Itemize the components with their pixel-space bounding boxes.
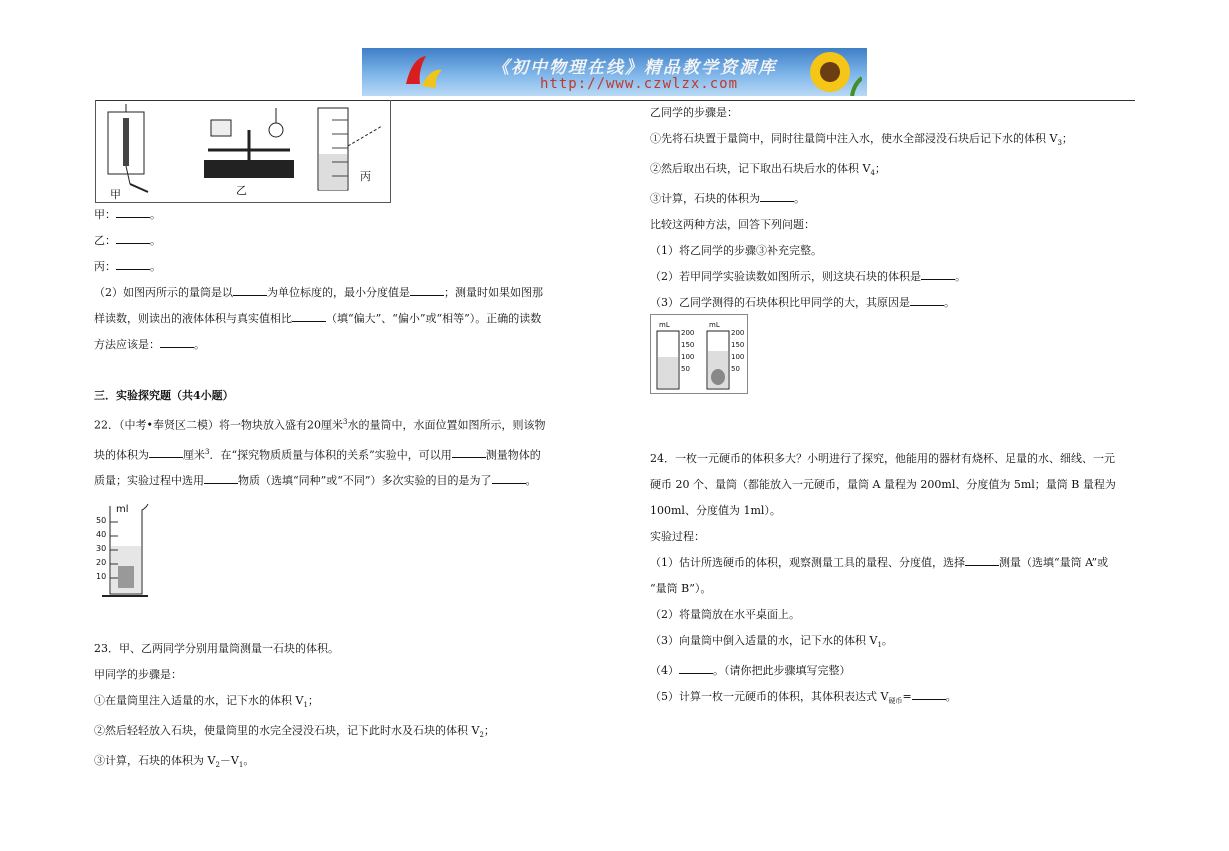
q22-tick: 50: [96, 516, 107, 525]
answer-blank[interactable]: [452, 445, 486, 458]
q23-q1: （1）将乙同学的步骤③补充完整。: [650, 244, 822, 258]
q23-q3: （3）乙同学测得的石块体积比甲同学的大，其原因是 。: [650, 290, 1073, 316]
q24-s3: （3）向量筒中倒入适量的水，记下水的体积 $V_1$。: [650, 634, 893, 650]
answer-blank[interactable]: [410, 283, 444, 296]
q21-2-line3: 方法应该是： 。: [94, 332, 543, 358]
q23-q2: （2）若甲同学实验读数如图所示，则这块石块的体积是 。: [650, 264, 1073, 290]
q24-s1: （1）估计所选硬币的体积，观察测量工具的量程、分度值，选择 测量（选填“量筒 A”或: [650, 550, 1116, 576]
q22-tick: 10: [96, 572, 107, 581]
q21-figure: [95, 100, 391, 203]
answer-blank[interactable]: [910, 293, 944, 306]
answer-blank[interactable]: [760, 189, 794, 202]
header-banner: [362, 48, 867, 96]
q24-s1c: “量筒 B”）。: [650, 582, 712, 595]
q24-process: 实验过程：: [650, 530, 705, 543]
q23-unit-b: mL: [709, 321, 720, 329]
right-column: [650, 100, 1073, 316]
q23-b1: ①先将石块置于量筒中，同时往量筒中注入水，使水全部浸没石块后记下水的体积 $V_3$；: [650, 132, 1073, 148]
fig-label-bing: 丙: [360, 170, 371, 183]
q24-line3: 100ml、分度值为 1ml）。: [650, 504, 781, 517]
q23-tick: 200: [731, 329, 745, 337]
q21-answer-yi: 乙： 。: [94, 228, 543, 254]
site-logo-icon: [392, 48, 452, 96]
q22-tick: 20: [96, 558, 107, 567]
q21-answer-jia: 甲： 。: [94, 202, 543, 228]
q24-s2: （2）将量筒放在水平桌面上。: [650, 608, 800, 621]
q23-compare: 比较这两种方法，回答下列问题：: [650, 218, 815, 232]
q22-line2: 块的体积为 厘米$^3$．在“探究物质质量与体积的关系”实验中，可以用 测量物体的: [94, 439, 545, 469]
answer-blank[interactable]: [149, 445, 183, 458]
q23-unit-a: mL: [659, 321, 670, 329]
q23-b2: ②然后取出石块，记下取出石块后水的体积 $V_4$；: [650, 162, 886, 178]
q22-unit: ml: [116, 504, 129, 515]
answer-blank[interactable]: [116, 231, 150, 244]
q23-tick: 50: [681, 365, 690, 373]
q23-tick: 150: [731, 341, 745, 349]
q22-line3: 质量；实验过程中选用 物质（选填“同种”或“不同”）多次实验的目的是为了 。: [94, 468, 545, 494]
left-column: [94, 202, 543, 358]
q23-tick: 50: [731, 365, 740, 373]
answer-blank[interactable]: [292, 309, 326, 322]
q22-tick: 30: [96, 544, 107, 553]
left-column-2: [94, 383, 545, 494]
right-column-2: [650, 446, 1116, 714]
answer-blank[interactable]: [679, 661, 713, 674]
q23-tick: 100: [731, 353, 745, 361]
answer-blank[interactable]: [160, 335, 194, 348]
q21-2-line1: （2）如图丙所示的量筒是以 为单位标度的，最小分度值是 ；测量时如果如图那: [94, 280, 543, 306]
q23-tick: 100: [681, 353, 695, 361]
q23-line1: 23．甲、乙两同学分别用量筒测量一石块的体积。: [94, 642, 339, 655]
q23-b-title: 乙同学的步骤是：: [650, 106, 738, 119]
banner-title: 《初中物理在线》精品教学资源库: [492, 58, 777, 78]
q23-a2: ②然后轻轻放入石块，使量筒里的水完全浸没石块，记下此时水及石块的体积 $V_2$；: [94, 724, 495, 740]
answer-blank[interactable]: [921, 267, 955, 280]
q22-figure: [96, 500, 152, 602]
q24-s4: （4） 。（请你把此步骤填写完整）: [650, 658, 1116, 684]
q24-line1: 24．一枚一元硬币的体积多大？小明进行了探究，他能用的器材有烧杯、足量的水、细线、一元: [650, 452, 1115, 465]
fig-label-yi: 乙: [236, 184, 247, 197]
answer-blank[interactable]: [965, 553, 999, 566]
answer-blank[interactable]: [116, 205, 150, 218]
banner-url[interactable]: http://www.czwlzx.com: [540, 76, 739, 92]
left-column-3: [94, 636, 495, 779]
q24-s5: （5）计算一枚一元硬币的体积，其体积表达式 $V_{硬币}=$ 。: [650, 684, 1116, 714]
q23-figure: [650, 314, 748, 394]
q23-tick: 150: [681, 341, 695, 349]
answer-blank[interactable]: [116, 257, 150, 270]
answer-blank[interactable]: [912, 687, 946, 700]
answer-blank[interactable]: [233, 283, 267, 296]
q21-answer-bing: 丙： 。: [94, 254, 543, 280]
sunflower-icon: [792, 48, 862, 96]
answer-blank[interactable]: [204, 471, 238, 484]
q22-tick: 40: [96, 530, 107, 539]
fig-label-jia: 甲: [110, 188, 121, 201]
q23-a1: ①在量筒里注入适量的水，记下水的体积 $V_1$；: [94, 694, 319, 710]
q24-line2: 硬币 20 个、量筒（都能放入一元硬币，量筒 A 量程为 200ml、分度值为 5ml；量筒 B 量程为: [650, 478, 1116, 491]
answer-blank[interactable]: [492, 471, 526, 484]
q23-b3: ③计算，石块的体积为 。: [650, 186, 1073, 212]
q23-a3: ③计算，石块的体积为 $V_2-V_1$。: [94, 754, 255, 770]
q22-line1: 22．（中考•奉贤区二模）将一物块放入盛有20厘米$^3$水的量筒中，水面位置如图所示，则该物: [94, 418, 546, 432]
section-title: 三．实验探究题（共4小题）: [94, 389, 234, 402]
q23-a-title: 甲同学的步骤是：: [94, 668, 182, 681]
q23-tick: 200: [681, 329, 695, 337]
q21-2-line2: 样读数，则读出的液体体积与真实值相比 （填“偏大”、“偏小”或“相等”）。正确的读数: [94, 306, 543, 332]
